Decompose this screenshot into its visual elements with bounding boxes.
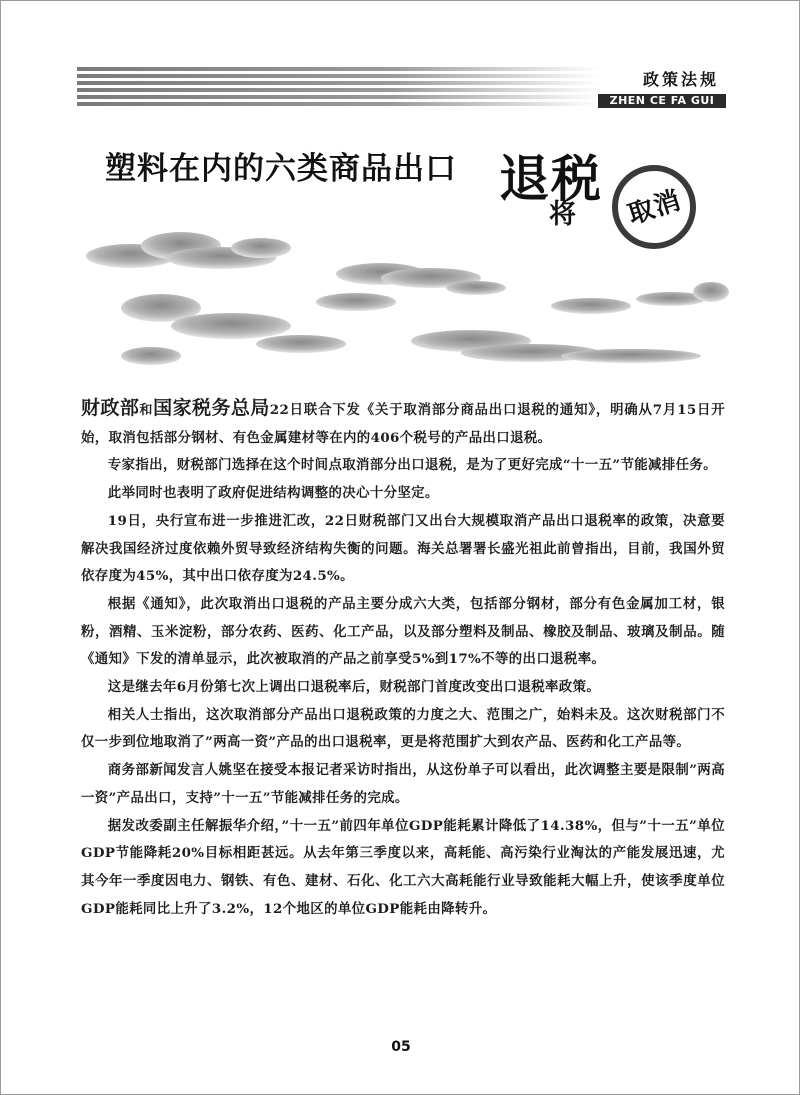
lead-org-tax: 国家税务总局 xyxy=(153,397,270,419)
lead-org-finance: 财政部 xyxy=(81,397,140,419)
lead-and: 和 xyxy=(139,403,154,418)
section-title-en: ZHEN CE FA GUI xyxy=(598,94,726,108)
clouds-illustration xyxy=(71,216,761,376)
headline-emphasis: 退税 xyxy=(499,150,603,208)
section-title-cn: 政策法规 xyxy=(642,70,719,89)
article-body xyxy=(81,395,725,923)
lead-text: 22日联合下发《关于取消部分商品出口退税的通知》，明确从7月15日开始，取消包括部分钢材、有色金属建材等在内的406个税号的产品出口退税。 xyxy=(81,402,725,446)
article-paragraph: 此举同时也表明了政府促进结构调整的决心十分坚定。 xyxy=(107,485,439,502)
article-paragraph: 据发改委副主任解振华介绍，”十一五”前四年单位GDP能耗累计降低了14.38%，但与”十一五”单位GDP节能降耗20%目标相距甚远。从去年第三季度以来，高耗能、高污染行业淘汰的产能发展迅速，尤其今年一季度因电力、钢铁、有色、建材、石化、化工六大高耗能行业导致能耗大幅上升，使该季度单位GDP能耗同比上升了3.2%，12个地区的单位GDP能耗由降转升。 xyxy=(81,817,725,917)
headline-main: 塑料在内的六类商品出口 xyxy=(105,151,457,187)
article-paragraph: 根据《通知》，此次取消出口退税的产品主要分成六大类，包括部分钢材，部分有色金属加工材，银粉，酒精、玉米淀粉，部分农药、医药、化工产品，以及部分塑料及制品、橡胶及制品、玻璃及制品。随《通知》下发的清单显示，此次被取消的产品之前享受5%到17%不等的出口退税率。 xyxy=(81,595,725,668)
headline-will: 将 xyxy=(549,199,576,230)
article-paragraph: 商务部新闻发言人姚坚在接受本报记者采访时指出，从这份单子可以看出，此次调整主要是限制”两高一资”产品出口，支持”十一五”节能减排任务的完成。 xyxy=(81,762,725,806)
header-stripes xyxy=(77,67,601,107)
article-paragraph: 相关人士指出，这次取消部分产品出口退税政策的力度之大、范围之广，始料未及。这次财税部门不仅一步到位地取消了”两高一资”产品的出口退税率，更是将范围扩大到农产品、医药和化工产品等。 xyxy=(81,706,725,751)
article-lead-paragraph xyxy=(81,395,725,452)
stamp-text: 取消 xyxy=(624,185,686,231)
article-paragraph: 专家指出，财税部门选择在这个时间点取消部分出口退税，是为了更好完成“十一五”节能减排任务。 xyxy=(107,457,717,474)
article-paragraph: 19日，央行宣布进一步推进汇改，22日财税部门又出台大规模取消产品出口退税率的政策，决意要解决我国经济过度依赖外贸导致经济结构失衡的问题。海关总署署长盛光祖此前曾指出，目前，我国外贸依存度为45%，其中出口依存度为24.5%。 xyxy=(81,512,725,585)
page-number: 05 xyxy=(391,1039,411,1055)
article-paragraph: 这是继去年6月份第七次上调出口退税率后，财税部门首度改变出口退税率政策。 xyxy=(107,679,601,696)
